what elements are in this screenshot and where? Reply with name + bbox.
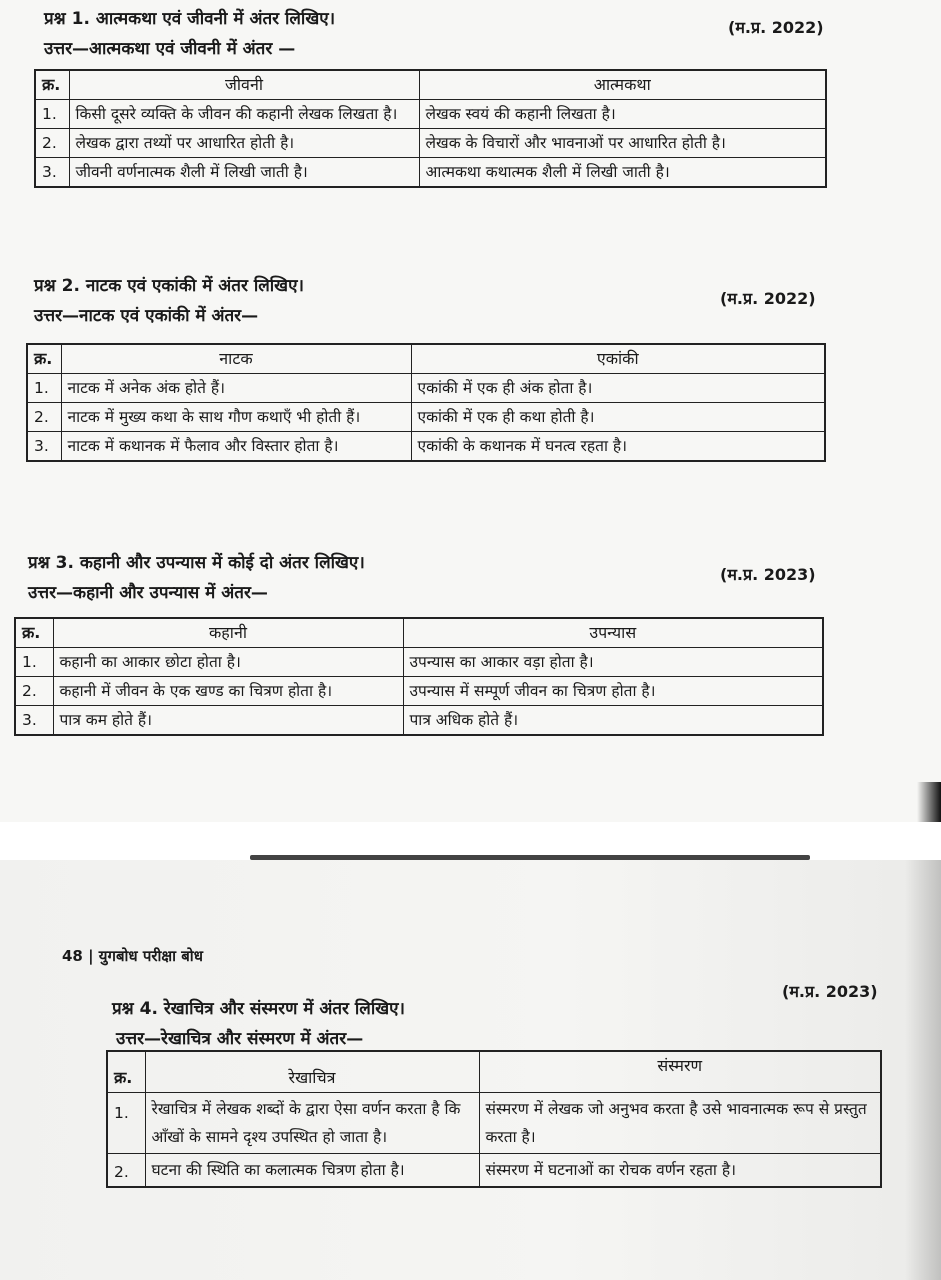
- row-serial: 3.: [35, 158, 69, 188]
- table-row: [35, 100, 826, 129]
- header-serial: क्र.: [107, 1051, 145, 1093]
- header-left: जीवनी: [69, 70, 419, 100]
- book-footer: 48 | युगबोध परीक्षा बोध: [62, 947, 203, 965]
- row-right-cell: पात्र अधिक होते हैं।: [403, 706, 823, 736]
- page-fold-shadow: [917, 782, 941, 822]
- header-left: नाटक: [61, 344, 411, 374]
- header-right: आत्मकथा: [419, 70, 826, 100]
- table-row: [107, 1093, 881, 1154]
- table-row: [35, 129, 826, 158]
- row-left-cell: नाटक में मुख्य कथा के साथ गौण कथाएँ भी होती हैं।: [61, 403, 411, 432]
- row-right-cell: एकांकी में एक ही अंक होता है।: [411, 374, 825, 403]
- question-1-year: (म.प्र. 2022): [728, 18, 824, 37]
- row-right-cell: लेखक के विचारों और भावनाओं पर आधारित होती है।: [419, 129, 826, 158]
- row-right-cell: आत्मकथा कथात्मक शैली में लिखी जाती है।: [419, 158, 826, 188]
- row-serial: 1.: [107, 1093, 145, 1154]
- row-right-cell: एकांकी में एक ही कथा होती है।: [411, 403, 825, 432]
- answer-3-heading: उत्तर—कहानी और उपन्यास में अंतर—: [28, 583, 268, 603]
- table-header-row: [107, 1051, 881, 1093]
- row-serial: 2.: [107, 1154, 145, 1188]
- row-left-cell: पात्र कम होते हैं।: [53, 706, 403, 736]
- row-left-cell: लेखक द्वारा तथ्यों पर आधारित होती है।: [69, 129, 419, 158]
- table-row: [27, 432, 825, 462]
- comparison-table-3: [14, 617, 824, 736]
- row-serial: 3.: [15, 706, 53, 736]
- question-2-title: प्रश्न 2. नाटक एवं एकांकी में अंतर लिखिए।: [34, 276, 304, 296]
- table-row: [27, 403, 825, 432]
- row-left-cell: कहानी में जीवन के एक खण्ड का चित्रण होता है।: [53, 677, 403, 706]
- row-left-cell: रेखाचित्र में लेखक शब्दों के द्वारा ऐसा वर्णन करता है कि आँखों के सामने दृश्य उपस्थित हो जाता है।: [145, 1093, 479, 1154]
- row-left-cell: नाटक में कथानक में फैलाव और विस्तार होता है।: [61, 432, 411, 462]
- answer-2-heading: उत्तर—नाटक एवं एकांकी में अंतर—: [34, 306, 259, 326]
- answer-1-heading: उत्तर—आत्मकथा एवं जीवनी में अंतर —: [44, 39, 296, 59]
- row-right-cell: उपन्यास में सम्पूर्ण जीवन का चित्रण होता है।: [403, 677, 823, 706]
- page-gap: [0, 822, 941, 860]
- row-serial: 2.: [27, 403, 61, 432]
- row-right-cell: संस्मरण में घटनाओं का रोचक वर्णन रहता है।: [479, 1154, 881, 1188]
- question-1-title: प्रश्न 1. आत्मकथा एवं जीवनी में अंतर लिखिए।: [44, 9, 336, 29]
- comparison-table-4: [106, 1050, 882, 1188]
- question-4-title: प्रश्न 4. रेखाचित्र और संस्मरण में अंतर लिखिए।: [112, 999, 405, 1019]
- row-serial: 1.: [35, 100, 69, 129]
- row-serial: 1.: [27, 374, 61, 403]
- page-binding-shadow: [905, 860, 941, 1280]
- header-right: एकांकी: [411, 344, 825, 374]
- row-serial: 2.: [15, 677, 53, 706]
- row-left-cell: कहानी का आकार छोटा होता है।: [53, 648, 403, 677]
- row-left-cell: नाटक में अनेक अंक होते हैं।: [61, 374, 411, 403]
- header-serial: क्र.: [35, 70, 69, 100]
- header-left: कहानी: [53, 618, 403, 648]
- table-row: [15, 648, 823, 677]
- book-page-bottom: [0, 860, 941, 1280]
- row-right-cell: लेखक स्वयं की कहानी लिखता है।: [419, 100, 826, 129]
- row-right-cell: संस्मरण में लेखक जो अनुभव करता है उसे भावनात्मक रूप से प्रस्तुत करता है।: [479, 1093, 881, 1154]
- question-3-title: प्रश्न 3. कहानी और उपन्यास में कोई दो अंतर लिखिए।: [28, 553, 365, 573]
- comparison-table-1: [34, 69, 827, 188]
- table-header-row: [35, 70, 826, 100]
- question-3-year: (म.प्र. 2023): [720, 565, 816, 584]
- header-serial: क्र.: [27, 344, 61, 374]
- row-serial: 1.: [15, 648, 53, 677]
- table-row: [15, 706, 823, 736]
- comparison-table-2: [26, 343, 826, 462]
- header-serial: क्र.: [15, 618, 53, 648]
- header-right: संस्मरण: [479, 1051, 881, 1093]
- header-right: उपन्यास: [403, 618, 823, 648]
- table-header-row: [27, 344, 825, 374]
- row-left-cell: किसी दूसरे व्यक्ति के जीवन की कहानी लेखक लिखता है।: [69, 100, 419, 129]
- table-row: [35, 158, 826, 188]
- row-left-cell: जीवनी वर्णनात्मक शैली में लिखी जाती है।: [69, 158, 419, 188]
- question-2-year: (म.प्र. 2022): [720, 289, 816, 308]
- answer-4-heading: उत्तर—रेखाचित्र और संस्मरण में अंतर—: [116, 1029, 364, 1049]
- header-left: रेखाचित्र: [145, 1051, 479, 1093]
- row-serial: 3.: [27, 432, 61, 462]
- row-serial: 2.: [35, 129, 69, 158]
- table-row: [107, 1154, 881, 1188]
- table-header-row: [15, 618, 823, 648]
- table-row: [15, 677, 823, 706]
- row-left-cell: घटना की स्थिति का कलात्मक चित्रण होता है।: [145, 1154, 479, 1188]
- table-row: [27, 374, 825, 403]
- row-right-cell: उपन्यास का आकार वड़ा होता है।: [403, 648, 823, 677]
- row-right-cell: एकांकी के कथानक में घनत्व रहता है।: [411, 432, 825, 462]
- question-4-year: (म.प्र. 2023): [782, 982, 878, 1001]
